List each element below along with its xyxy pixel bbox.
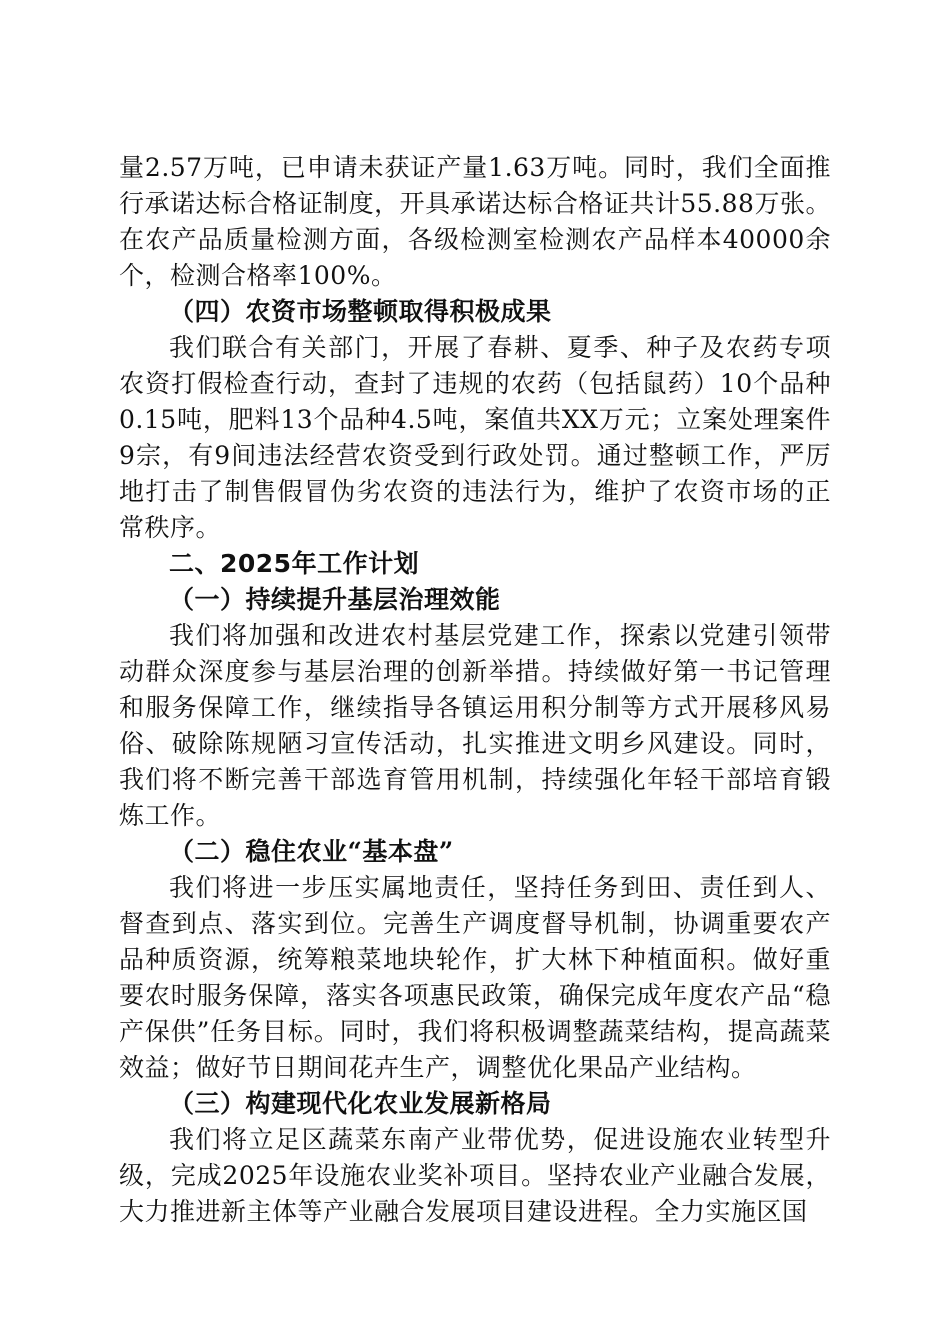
heading-2025-work-plan: 二、2025年工作计划 — [169, 549, 420, 578]
subheading-modern-agriculture: （三）构建现代化农业发展新格局 — [169, 1089, 552, 1118]
paragraph-anti-counterfeit-inspection: 我们联合有关部门，开展了春耕、夏季、种子及农药专项农资打假检查行动，查封了违规的农药（包括鼠药）10个品种0.15吨，肥料13个品种4.5吨，案值共XX万元；立案处理案件9宗，有9间违法经营农资受到行政处罚。通过整顿工作，严厉地打击了制售假冒伪劣农资的违法行为，维护了农资市场的正常秩序。 — [119, 333, 831, 542]
subheading-grassroots-governance: （一）持续提升基层治理效能 — [169, 585, 501, 614]
document-body — [119, 150, 831, 1230]
paragraph-grassroots-governance: 我们将加强和改进农村基层党建工作，探索以党建引领带动群众深度参与基层治理的创新举措。持续做好第一书记管理和服务保障工作，继续指导各镇运用积分制等方式开展移风易俗、破除陈规陋习宣传活动，扎实推进文明乡风建设。同时，我们将不断完善干部选育管用机制，持续强化年轻干部培育锻炼工作。 — [119, 621, 831, 830]
paragraph-stabilize-agriculture: 我们将进一步压实属地责任，坚持任务到田、责任到人、督查到点、落实到位。完善生产调度督导机制，协调重要农产品种质资源，统筹粮菜地块轮作，扩大林下种植面积。做好重要农时服务保障，落实各项惠民政策，确保完成年度农产品“稳产保供”任务目标。同时，我们将积极调整蔬菜结构，提高蔬菜效益；做好节日期间花卉生产，调整优化果品产业结构。 — [119, 873, 831, 1082]
subheading-stabilize-agriculture: （二）稳住农业“基本盘” — [169, 837, 454, 866]
paragraph-modern-agriculture: 我们将立足区蔬菜东南产业带优势，促进设施农业转型升级，完成2025年设施农业奖补项目。坚持农业产业融合发展，大力推进新主体等产业融合发展项目建设进程。全力实施区国 — [119, 1125, 831, 1226]
paragraph-quality-certification: 量2.57万吨，已申请未获证产量1.63万吨。同时，我们全面推行承诺达标合格证制度，开具承诺达标合格证共计55.88万张。在农产品质量检测方面，各级检测室检测农产品样本40000余个，检测合格率100%。 — [119, 153, 831, 290]
subheading-agricultural-inputs-market: （四）农资市场整顿取得积极成果 — [169, 297, 552, 326]
